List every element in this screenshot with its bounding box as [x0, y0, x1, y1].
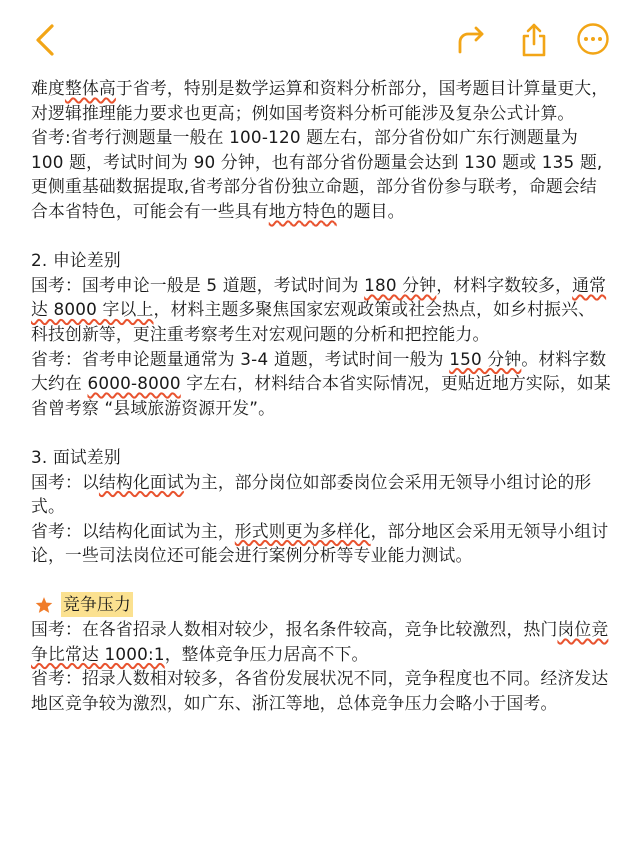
underlined-phrase: 6000-8000	[87, 373, 181, 394]
paragraph-national-interview: 国考：以结构化面试为主，部分岗位如部委岗位会采用无领导小组讨论的形式。	[31, 471, 592, 517]
underlined-phrase: 结构化面试	[98, 471, 184, 492]
underlined-phrase: 180 分钟	[364, 274, 437, 295]
top-toolbar	[0, 0, 640, 80]
section-title-competition	[31, 592, 611, 617]
paragraph-provincial-interview: 省考：以结构化面试为主，形式则更为多样化，部分地区会采用无领导小组讨论，一些司法岗位还可能会进行案例分析等专业能力测试。	[31, 520, 609, 566]
back-chevron-icon[interactable]	[30, 22, 60, 58]
underlined-phrase: 形式则更为多样化	[234, 520, 371, 541]
paragraph-national-competition: 国考：在各省招录人数相对较少，报名条件较高，竞争比较激烈，热门岗位竞争比常达 1000:1，整体竞争压力居高不下。	[31, 619, 609, 664]
paragraph-provincial-competition: 省考：招录人数相对较多，各省份发展状况不同，竞争程度也不同。经济发达地区竞争较为激烈，如广东、浙江等地，总体竞争压力会略小于国考。	[31, 668, 609, 713]
paragraph-national-essay: 国考：国考申论一般是 5 道题，考试时间为 180 分钟，材料字数较多，通常达 8000 字以上，材料主题多聚焦国家宏观政策或社会热点，如乡村振兴、科技创新等，更注重考察考生对宏观问题的分析和把控能力。	[31, 274, 607, 344]
note-body[interactable]	[31, 76, 611, 715]
paragraph-provincial-essay: 省考：省考申论题量通常为 3-4 道题，考试时间一般为 150 分钟。材料字数大约在 6000-8000 字左右，材料结合本省实际情况，更贴近地方实际，如某省曾考察 “县域旅游资源开发”。	[31, 348, 611, 418]
underlined-phrase: 岗位竞争比常达 1000:1	[31, 619, 609, 664]
underlined-phrase: 整体高	[64, 78, 116, 98]
underlined-phrase: 通常达 8000 字以上	[31, 274, 607, 320]
paragraph-provincial-exam: 省考:省考行测题量一般在 100-120 题左右，部分省份如广东行测题量为 100 题，考试时间为 90 分钟，也有部分省份题量会达到 130 题或 135 题,更侧重基础数据提取,省考部分省份独立命题，部分省份参与联考，命题会结合本省特色，可能会有一些具有地方特色的题目。	[31, 127, 603, 221]
underlined-phrase: 地方特色	[268, 200, 337, 221]
star-icon	[35, 596, 53, 614]
section-title-interview: 3. 面试差别	[31, 446, 121, 467]
redo-icon[interactable]	[454, 26, 488, 56]
paragraph-exam-difficulty: 难度整体高于省考，特别是数学运算和资料分析部分，国考题目计算量更大，对逻辑推理能力要求也更高；例如国考资料分析可能涉及复杂公式计算。	[31, 78, 609, 123]
highlighted-heading: 竞争压力	[61, 592, 133, 617]
underlined-phrase: 150 分钟	[449, 348, 522, 369]
share-icon[interactable]	[519, 22, 549, 58]
section-title-essay: 2. 申论差别	[31, 250, 121, 271]
more-options-icon[interactable]	[576, 22, 610, 56]
